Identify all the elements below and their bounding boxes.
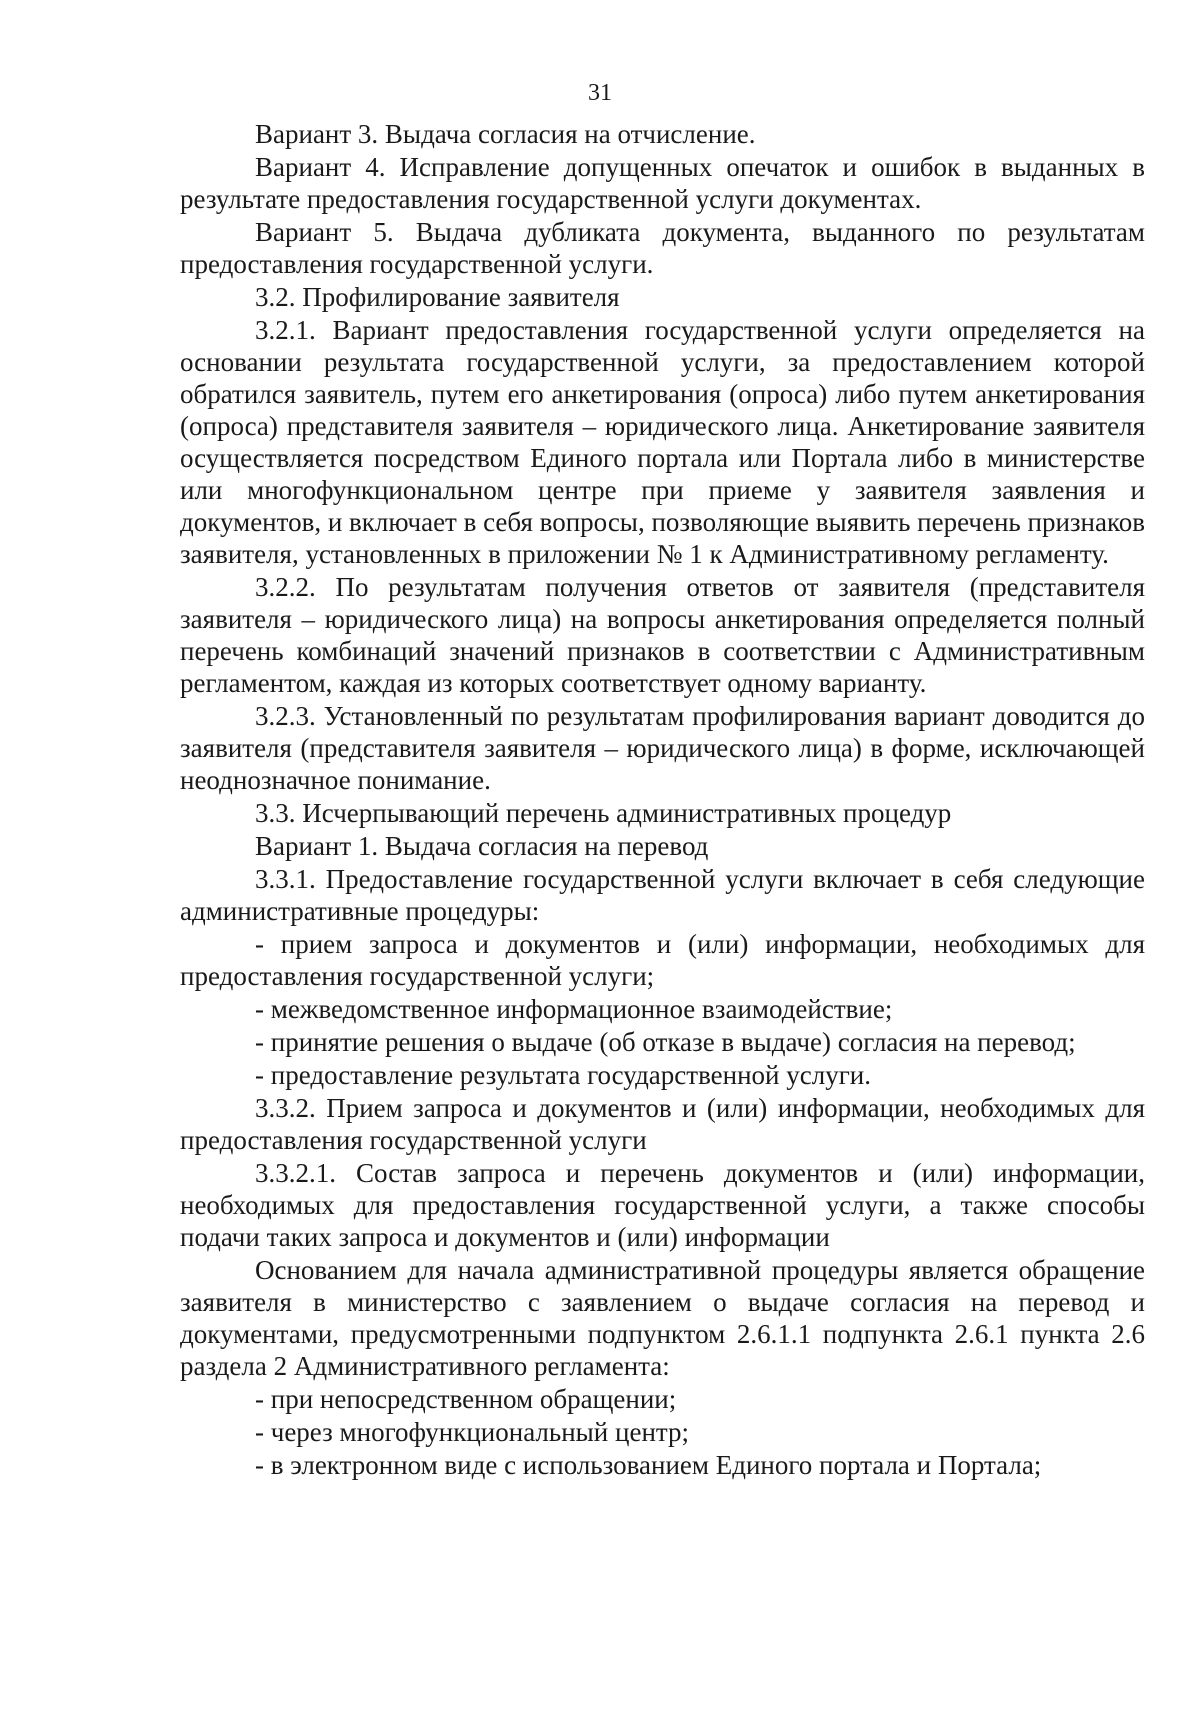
paragraph-3-3-2-1: 3.3.2.1. Состав запроса и перечень документов и (или) информации, необходимых для предоставления государственной услуги, а также способы подачи таких запроса и документов и (или) информации bbox=[180, 1158, 1145, 1252]
paragraph-variant-5: Вариант 5. Выдача дубликата документа, выданного по результатам предоставления государственной услуги. bbox=[180, 217, 1145, 279]
document-body bbox=[180, 118, 1145, 1482]
section-heading-3-2: 3.2. Профилирование заявителя bbox=[255, 282, 620, 312]
list-item-method-3: - в электронном виде с использованием Единого портала и Портала; bbox=[255, 1450, 1042, 1480]
section-heading-3-3: 3.3. Исчерпывающий перечень административных процедур bbox=[255, 798, 952, 828]
paragraph-basis: Основанием для начала административной процедуры является обращение заявителя в министерство с заявлением о выдаче согласия на перевод и документами, предусмотренными подпунктом 2.6.1.1 подпункта 2.6.1 пункта 2.6 раздела 2 Административного регламента: bbox=[180, 1255, 1145, 1381]
list-item-procedure-1: - прием запроса и документов и (или) информации, необходимых для предоставления государственной услуги; bbox=[180, 929, 1145, 991]
list-item-procedure-4: - предоставление результата государственной услуги. bbox=[255, 1060, 871, 1090]
paragraph-3-2-3: 3.2.3. Установленный по результатам профилирования вариант доводится до заявителя (представителя заявителя – юридического лица) в форме, исключающей неоднозначное понимание. bbox=[180, 701, 1145, 795]
paragraph-variant-3: Вариант 3. Выдача согласия на отчисление. bbox=[255, 119, 756, 149]
page-number: 31 bbox=[588, 80, 612, 106]
paragraph-3-2-2: 3.2.2. По результатам получения ответов от заявителя (представителя заявителя – юридического лица) на вопросы анкетирования определяется полный перечень комбинаций значений признаков в соответствии с Административным регламентом, каждая из которых соответствует одному варианту. bbox=[180, 572, 1145, 698]
list-item-procedure-2: - межведомственное информационное взаимодействие; bbox=[255, 994, 893, 1024]
list-item-method-2: - через многофункциональный центр; bbox=[255, 1417, 690, 1447]
paragraph-3-2-1: 3.2.1. Вариант предоставления государственной услуги определяется на основании результата государственной услуги, за предоставлением которой обратился заявитель, путем его анкетирования (опроса) либо путем анкетирования (опроса) представителя заявителя – юридического лица. Анкетирование заявителя осуществляется посредством Единого портала или Портала либо в министерстве или многофункциональном центре при приеме у заявителя заявления и документов, и включает в себя вопросы, позволяющие выявить перечень признаков заявителя, установленных в приложении № 1 к Административному регламенту. bbox=[180, 315, 1145, 569]
list-item-method-1: - при непосредственном обращении; bbox=[255, 1384, 677, 1414]
paragraph-3-3-2: 3.3.2. Прием запроса и документов и (или) информации, необходимых для предоставления государственной услуги bbox=[180, 1093, 1145, 1155]
list-item-procedure-3: - принятие решения о выдаче (об отказе в выдаче) согласия на перевод; bbox=[255, 1027, 1076, 1057]
paragraph-variant-1: Вариант 1. Выдача согласия на перевод bbox=[255, 831, 709, 861]
paragraph-3-3-1: 3.3.1. Предоставление государственной услуги включает в себя следующие административные процедуры: bbox=[180, 864, 1145, 926]
paragraph-variant-4: Вариант 4. Исправление допущенных опечаток и ошибок в выданных в результате предоставления государственной услуги документах. bbox=[180, 152, 1145, 214]
